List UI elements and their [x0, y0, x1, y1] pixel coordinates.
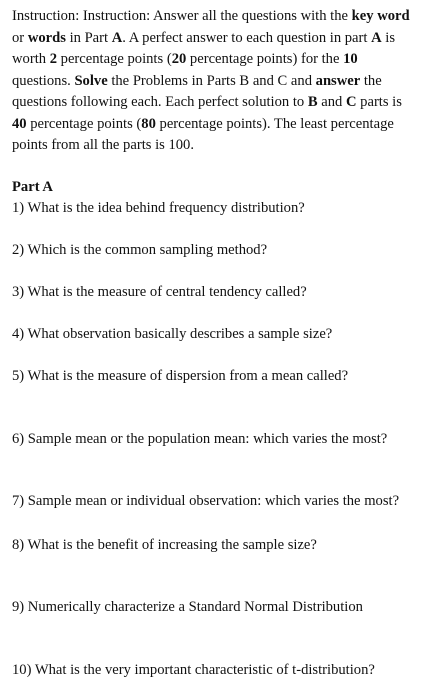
instruction-bold: 40: [12, 115, 27, 132]
instruction-text: the questions following each. Each perfect solution to: [12, 72, 382, 110]
instruction-bold: A: [371, 29, 382, 46]
question-6: 6) Sample mean or the population mean: which varies the most?: [12, 431, 388, 447]
instruction-text: . A perfect answer to each question in part: [122, 29, 372, 46]
instruction-text: and: [317, 94, 346, 110]
question-3: 3) What is the measure of central tendency called?: [12, 284, 307, 300]
instruction-text: parts is: [356, 94, 402, 110]
question-10: 10) What is the very important characteristic of t-distribution?: [12, 662, 375, 678]
instruction-bold: 20: [171, 51, 187, 67]
instruction-text: the Problems in Parts B and C and: [107, 72, 316, 89]
question-5: 5) What is the measure of dispersion from a mean called?: [12, 368, 349, 384]
instruction-bold: words: [27, 29, 66, 46]
instruction-bold: 10: [343, 51, 358, 67]
instruction-text: or: [12, 29, 28, 46]
question-9: 9) Numerically characterize a Standard Normal Distribution: [12, 599, 363, 615]
question-7: 7) Sample mean or individual observation: which varies the most?: [12, 493, 400, 509]
instruction-text: is worth: [12, 29, 396, 67]
instruction-bold: key word: [351, 8, 410, 24]
question-4: 4) What observation basically describes a sample size?: [12, 326, 333, 342]
instruction-bold: Solve: [74, 72, 108, 89]
instruction-text: percentage points) for the: [186, 51, 344, 67]
instruction-bold: answer: [315, 72, 361, 89]
question-2: 2) Which is the common sampling method?: [12, 242, 268, 258]
question-1: 1) What is the idea behind frequency distribution?: [12, 200, 305, 216]
instruction-bold: A: [111, 29, 123, 46]
instruction-paragraph: [12, 6, 418, 157]
instruction-text: questions.: [12, 72, 75, 89]
instruction-bold: C: [345, 94, 357, 110]
instruction-bold: 80: [141, 115, 156, 132]
instruction-text: percentage points (: [57, 51, 172, 67]
question-8: 8) What is the benefit of increasing the sample size?: [12, 537, 317, 553]
instruction-bold: 2: [49, 51, 57, 67]
instruction-text: Instruction: Instruction: Answer all the questions with the: [12, 8, 352, 24]
instruction-bold: B: [307, 94, 318, 110]
instruction-text: percentage points). The least percentage points from all the parts is 100.: [12, 115, 394, 153]
instruction-text: in Part: [65, 29, 112, 46]
part-a-title: Part A: [12, 179, 53, 195]
instruction-text: percentage points (: [26, 115, 142, 132]
